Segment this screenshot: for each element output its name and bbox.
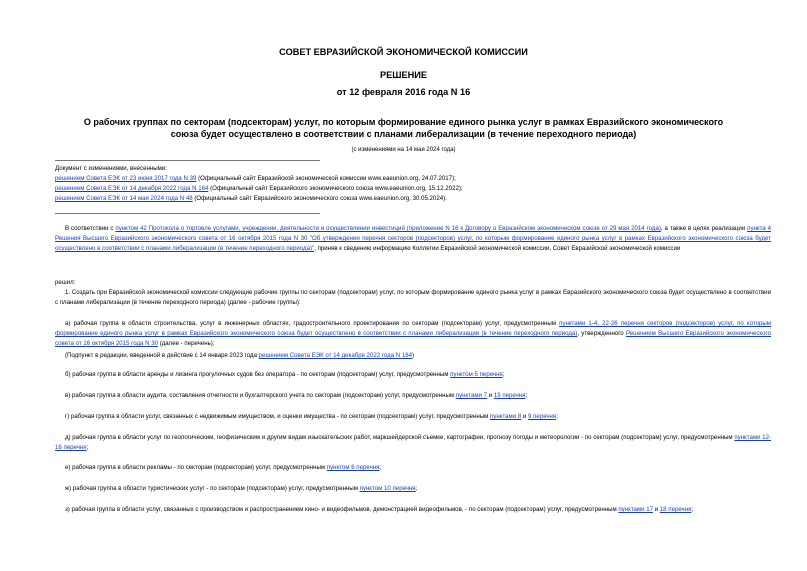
item-v: в) рабочая группа в области аудита, составления отчетности и бухгалтерского учета по секторам (подсекторам) услуг, предусмотренным пунктами 7 и 19 перечня; (65, 392, 528, 399)
doc-type-heading: РЕШЕНИЕ (380, 70, 427, 80)
item-zh: ж) рабочая группа в области туристических услуг - по секторам (подсекторам) услуг, предусмотренным пунктом 10 перечня; (65, 485, 418, 492)
resolved-label: решил: (55, 279, 76, 286)
item-z: з) рабочая группа в области услуг, связанных с производством и распространением кино- и видеофильмов, демонстрацией видеофильмов, - по секторам (подсекторам) услуг, предусмотренным пунктами 17 и 18 перечня; (65, 506, 694, 513)
item-v-link-1[interactable]: пунктами 7 (455, 392, 488, 399)
changes-item: решением Совета ЕЭК от 14 декабря 2022 года N 164 (Официальный сайт Евразийского экономического союза www.eaeunion.org, 15.12.2022); (55, 185, 463, 192)
changes-item: решением Совета ЕЭК от 23 июня 2017 года N 39 (Официальный сайт Евразийской экономической комиссии www.eaeunion.org, 24.07.2017); (55, 175, 456, 182)
item-1: 1. Создать при Евразийской экономической комиссии следующие рабочие группы по секторам (подсекторам) услуг, по которым формирование единого рынка услуг в рамках Евразийского экономического союза будет осуществлено в соответствии с планами либерализации (в течение переходного периода) (далее - рабочие группы): (55, 289, 771, 307)
preamble-paragraph: В соответствии с пунктом 42 Протокола о торговле услугами, учреждении, деятельности и осуществлении инвестиций (приложение N 16 к Договору о Евразийском экономическом союзе от 29 мая 2014 года), а также в целях реализации пункта 4 Решения Высшего Евразийского экономического совета от 16 октября 2015 года N 30 "Об утверждении перечня секторов (подсекторов) услуг, по которым формирование единого рынка услуг в рамках Евразийского экономического союза будет осуществлено в соответствии с планами либерализации (в течение переходного периода)", приняв к сведению информацию Коллегии Евразийской экономической комиссии, Совет Евразийской экономической комиссии (55, 225, 772, 253)
item-g-link-1[interactable]: пунктами 8 (490, 413, 522, 420)
changes-item: решением Совета ЕЭК от 14 мая 2024 года N 48 (Официальный сайт Евразийского экономического союза www.eaeunion.org, 30.05.2024). (55, 195, 447, 202)
item-e-link[interactable]: пунктом 6 перечня (326, 464, 380, 471)
amendment-link[interactable]: решением Совета ЕЭК от 14 декабря 2022 года N 164 (258, 352, 413, 359)
change-link-3[interactable]: решением Совета ЕЭК от 14 мая 2024 года N 48 (55, 195, 193, 202)
item-e: е) рабочая группа в области рекламы - по секторам (подсекторам) услуг, предусмотренным пунктом 6 перечня; (65, 464, 382, 471)
doc-date-number: от 12 февраля 2016 года N 16 (336, 87, 471, 97)
item-d: д) рабочая группа в области услуг по геологическим, геофизическим и другим видам изыскательских работ, маркшейдерской съемке, картографии, прогнозу погоды и метеорологии - по секторам (подсекторам) услуг, предусмотренным пунктами 12-16 перечня; (55, 434, 771, 452)
org-heading: СОВЕТ ЕВРАЗИЙСКОЙ ЭКОНОМИЧЕСКОЙ КОМИССИИ (279, 47, 528, 57)
item-g: г) рабочая группа в области услуг, связанных с недвижимым имуществом, и оценки имущества - по секторам (подсекторам) услуг, предусмотренным пунктами 8 и 9 перечня; (65, 413, 558, 420)
item-v-link-2[interactable]: 19 перечня (493, 392, 526, 399)
divider-top (55, 160, 320, 161)
divider-bottom (55, 213, 320, 214)
protocol-link[interactable]: пунктом 42 Протокола о торговле услугами, учреждении, деятельности и осуществлении инвестиций (приложение N 16 к Договору о Евразийском экономическом союзе от 29 мая 2014 года) (115, 225, 661, 232)
change-link-2[interactable]: решением Совета ЕЭК от 14 декабря 2022 года N 164 (55, 185, 209, 192)
item-d-link[interactable]: пунктами 12-16 перечня (55, 434, 771, 452)
changes-heading: Документ с изменениями, внесенными: (55, 165, 167, 172)
item-a: а) рабочая группа в области строительства, услуг в инженерных областях, градостроительного проектирования по секторам (подсекторам) услуг, предусмотренным пунктами 1-4, 22-26 перечня секторов (подсекторов) услуг, по которым формирование единого рынка услуг в рамках Евразийского экономического союза будет осуществлено в соответствии с планами либерализации (в течение переходного периода), утвержденного Решением Высшего Евразийского экономического совета от 16 октября 2015 года N 30 (далее - перечень); (55, 320, 771, 348)
item-z-link-2[interactable]: 18 перечня (659, 506, 692, 513)
decision-30-link[interactable]: пункта 4 Решения Высшего Евразийского экономического совета от 16 октября 2015 года N 30 "Об утверждении перечня секторов (подсекторов) услуг, по которым формирование единого рынка услуг в рамках Евразийского экономического союза будет осуществлено в соответствии с планами либерализации (в течение переходного периода)" (55, 225, 772, 253)
decision-link[interactable]: Решением Высшего Евразийского экономического совета от 16 октября 2015 года N 30 (55, 330, 771, 348)
item-a-note: (Подпункт в редакции, введенной в действие с 14 января 2023 года решением Совета ЕЭК от 14 декабря 2022 года N 164) (65, 352, 415, 359)
document-title: О рабочих группах по секторам (подсекторам) услуг, по которым формирование единого рынка услуг в рамках Евразийского экономического союза будет осуществлено в соответствии с планами либерализации (в течение переходного периода) (83, 117, 724, 139)
item-g-link-2[interactable]: 9 перечня (528, 413, 557, 420)
item-zh-link[interactable]: пунктом 10 перечня (359, 485, 416, 492)
changes-block (55, 164, 655, 204)
edition-note: (с изменениями на 14 мая 2024 года) (351, 147, 456, 153)
item-b: б) рабочая группа в области аренды и лизинга прогулочных судов без оператора - по секторам (подсекторам) услуг, предусмотренным пунктом 5 перечня; (65, 371, 505, 378)
item-z-link-1[interactable]: пунктами 17 (618, 506, 653, 513)
list-items-link[interactable]: пунктами 1-4, 22-26 перечня секторов (подсекторов) услуг, по которым формирование единого рынка услуг в рамках Евразийского экономического союза будет осуществлено в соответствии с планами либерализации (в течение переходного периода) (55, 320, 771, 338)
change-link-1[interactable]: решением Совета ЕЭК от 23 июня 2017 года N 39 (55, 175, 197, 182)
item-b-link[interactable]: пунктом 5 перечня (450, 371, 503, 378)
